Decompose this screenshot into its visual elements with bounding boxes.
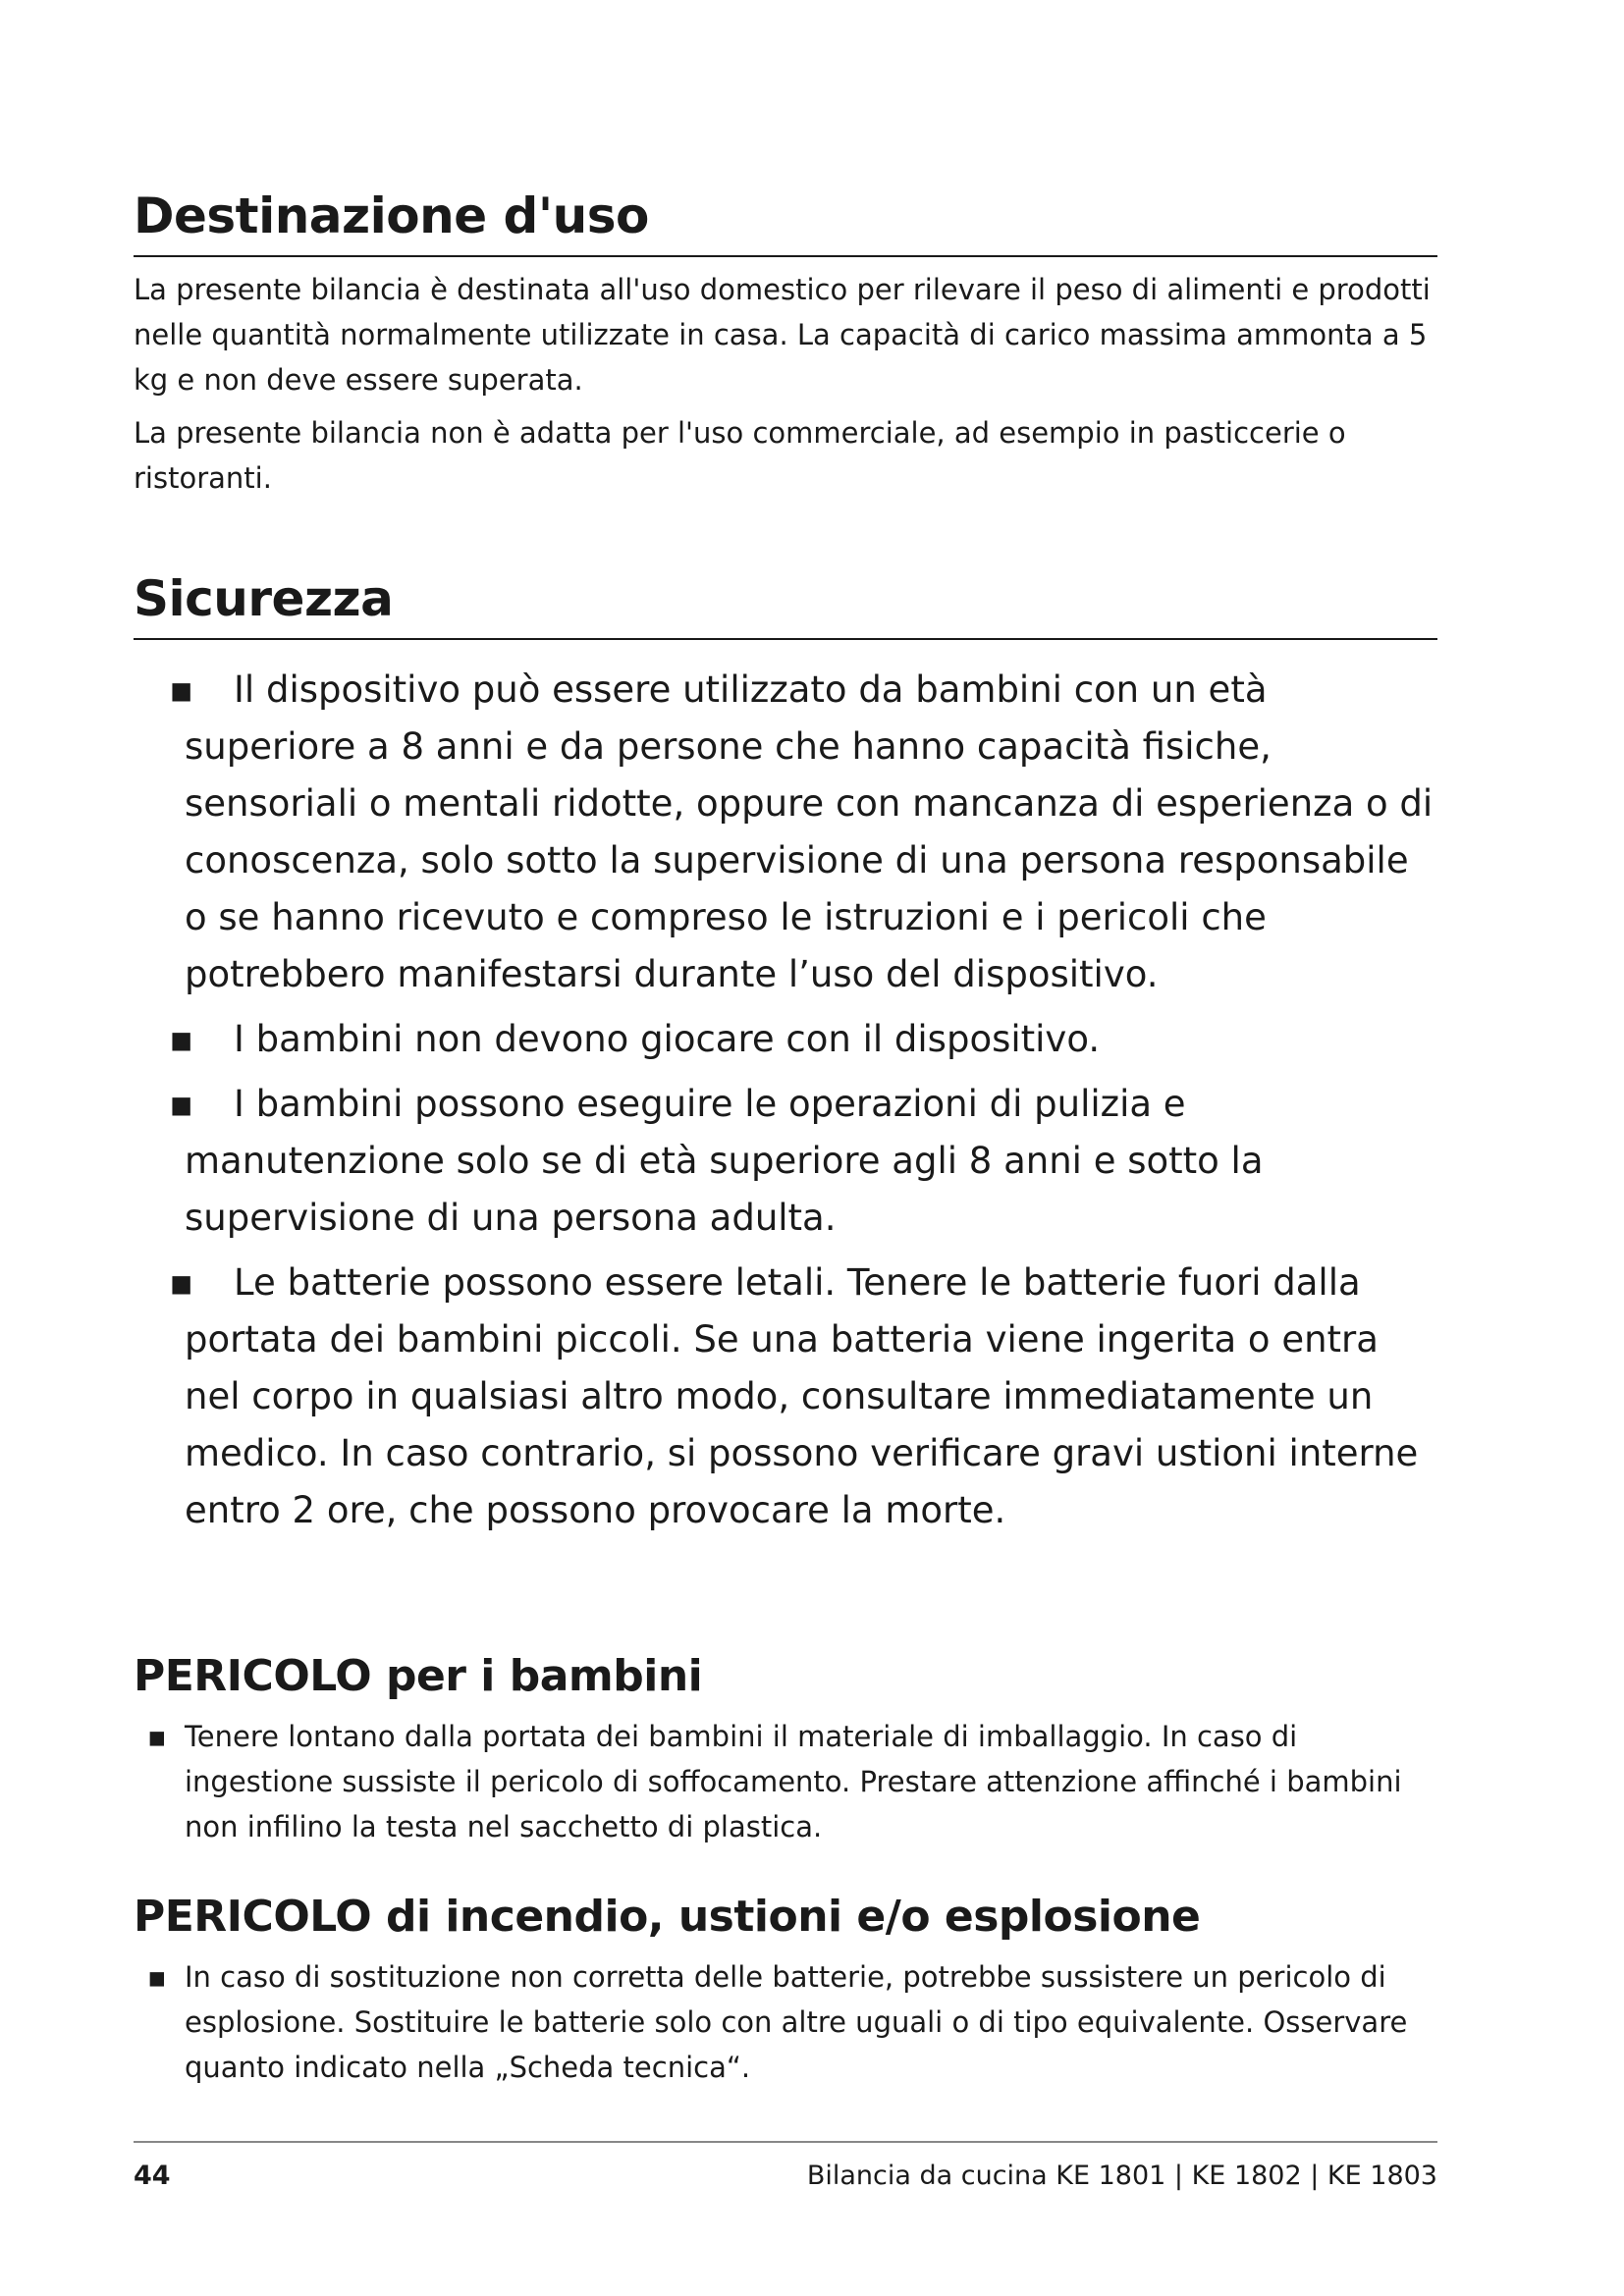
list-item-text: I bambini non devono giocare con il dispositivo.	[234, 1018, 1101, 1060]
bullet-icon: ▪	[169, 1083, 194, 1125]
section-destinazione	[134, 187, 1437, 501]
warning-list	[134, 1714, 1437, 1849]
list-item-text: Le batterie possono essere letali. Tenere le batterie fuori dalla portata dei bambini piccoli. Se una batteria viene ingerita o entra nel corpo in qualsiasi altro modo, consultare immediatamente un medico. In caso contrario, si possono verificare gravi ustioni interne entro 2 ore, che possono provocare la morte.	[185, 1261, 1419, 1531]
list-item-text: Il dispositivo può essere utilizzato da bambini con un età superiore a 8 anni e da persone che hanno capacità fisiche, sensoriali o mentali ridotte, oppure con mancanza di esperienza o di conoscenza, solo sotto la supervisione di una persona responsabile o se hanno ricevuto e compreso le istruzioni e i pericoli che potrebbero manifestarsi durante l’uso del dispositivo.	[185, 668, 1434, 995]
section-title: Sicurezza	[134, 569, 1437, 640]
bullet-icon: ▪	[169, 1261, 194, 1304]
subsection-title: PERICOLO di incendio, ustioni e/o esplosione	[134, 1892, 1201, 1942]
section-pericolo-bambini	[134, 1649, 1437, 1849]
section-sicurezza	[134, 569, 1437, 1547]
list-item-text: I bambini possono eseguire le operazioni di pulizia e manutenzione solo se di età superiore agli 8 anni e sotto la supervisione di una persona adulta.	[185, 1083, 1264, 1239]
section-pericolo-incendio	[134, 1890, 1437, 2090]
list-item	[134, 1954, 1437, 2090]
bullet-icon: ▪	[169, 668, 194, 711]
list-item	[134, 662, 1437, 1003]
manual-page	[134, 0, 1437, 2296]
page-number: 44	[134, 2161, 171, 2191]
bullet-icon: ▪	[147, 1720, 167, 1753]
list-item	[134, 1076, 1437, 1247]
safety-list	[134, 662, 1437, 1539]
list-item-text: Tenere lontano dalla portata dei bambini il materiale di imballaggio. In caso di ingestione sussiste il pericolo di soffocamento. Prestare attenzione affinché i bambini non infilino la testa nel sacchetto di plastica.	[185, 1720, 1402, 1843]
bullet-icon: ▪	[169, 1018, 194, 1060]
section-body	[134, 267, 1437, 501]
list-item-text: In caso di sostituzione non corretta delle batterie, potrebbe sussistere un pericolo di esplosione. Sostituire le batterie solo con altre uguali o di tipo equivalente. Osservare quanto indicato nella „Scheda tecnica“.	[185, 1960, 1408, 2084]
list-item	[134, 1714, 1437, 1849]
page-footer	[134, 2141, 1437, 2194]
footer-product: Bilancia da cucina KE 1801 | KE 1802 | KE 1803	[806, 2161, 1437, 2191]
section-title: Destinazione d'uso	[134, 187, 1437, 257]
warning-list	[134, 1954, 1437, 2090]
subsection-title: PERICOLO per i bambini	[134, 1651, 703, 1701]
list-item	[134, 1255, 1437, 1539]
list-item	[134, 1011, 1437, 1068]
paragraph: La presente bilancia è destinata all'uso domestico per rilevare il peso di alimenti e prodotti nelle quantità normalmente utilizzate in casa. La capacità di carico massima ammonta a 5 kg e non deve essere superata.	[134, 273, 1431, 397]
bullet-icon: ▪	[147, 1960, 167, 1994]
paragraph: La presente bilancia non è adatta per l'uso commerciale, ad esempio in pasticcerie o ristoranti.	[134, 416, 1346, 495]
